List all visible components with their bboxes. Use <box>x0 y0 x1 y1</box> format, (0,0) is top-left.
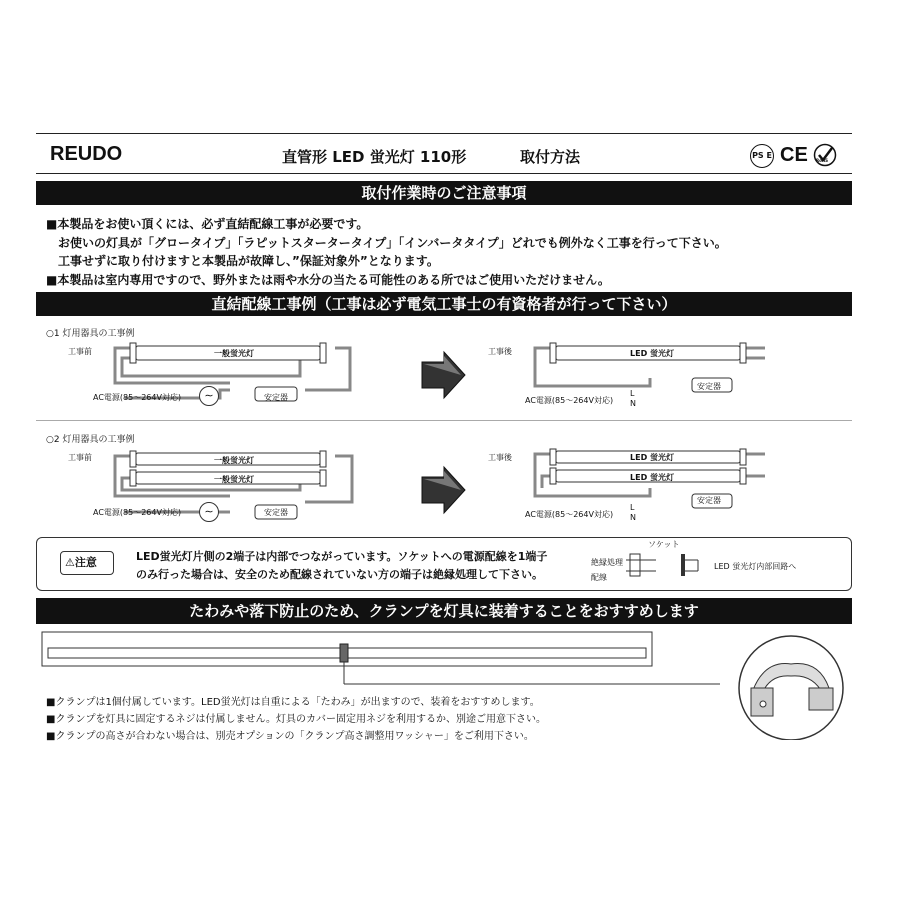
notice-line-1: ■本製品をお使い頂くには、必ず直結配線工事が必要です。 <box>46 217 369 231</box>
clamp-bullet-3: ■クランプの高さが合わない場合は、別売オプションの「クランプ高さ調整用ワッシャー」をご利用下さい。 <box>46 731 534 742</box>
example2-ballast-after: 安定器 <box>697 496 721 505</box>
header-bottom-rule <box>36 173 852 174</box>
clamp-detail-icon <box>735 630 847 740</box>
socket-label: ソケット <box>648 540 680 549</box>
arrow-right-icon <box>418 465 468 515</box>
example2-tube-before-2: 一般蛍光灯 <box>214 475 254 484</box>
example1-tube-after: LED 蛍光灯 <box>630 349 674 358</box>
clamp-bullet-2: ■クランプを灯具に固定するネジは付属しません。灯具のカバー固定用ネジを利用するか、別途ご用意下さい。 <box>46 714 547 725</box>
example2-before-label: 工事前 <box>68 453 92 462</box>
example2-tube-before-1: 一般蛍光灯 <box>214 456 254 465</box>
section3-title: たわみや落下防止のため、クランプを灯具に装着することをおすすめします <box>36 598 852 624</box>
example1-n-label: N <box>630 399 636 408</box>
clamp-bullet-1: ■クランプは1個付属しています。LED蛍光灯は自重による「たわみ」が出ますので、装着をおすすめします。 <box>46 697 540 708</box>
caution-badge-label: 注意 <box>74 556 97 569</box>
document-title: 取付方法 <box>520 148 581 166</box>
rohs-mark-icon <box>813 143 837 167</box>
notice-line-3: 工事せずに取り付けますと本製品が故障し、”保証対象外”となります。 <box>58 254 439 268</box>
internal-circuit-label: LED 蛍光灯内部回路へ <box>714 562 797 571</box>
example2-after-label: 工事後 <box>488 453 512 462</box>
example1-ballast-before: 安定器 <box>264 393 288 402</box>
example1-l-label: L <box>630 389 635 398</box>
arrow-right-icon <box>418 350 468 400</box>
example1-tube-before: 一般蛍光灯 <box>214 349 254 358</box>
warning-icon: ⚠ <box>65 556 75 569</box>
ce-mark-icon: CE <box>780 144 808 166</box>
wiring-label: 配線 <box>591 573 607 582</box>
example2-n-label: N <box>630 513 636 522</box>
caution-badge <box>60 551 114 575</box>
example1-ac-after: AC電源(85～264V対応) <box>525 396 614 405</box>
example1-label: ○1 灯用器具の工事例 <box>46 329 135 339</box>
example2-l-label: L <box>630 503 635 512</box>
notice-line-2: お使いの灯具が「グロータイプ」「ラピットスタータータイプ」「インバータタイプ」どれでも例外なく工事を行って下さい。 <box>58 236 727 250</box>
example2-ac-before: AC電源(85～264V対応) <box>93 508 182 517</box>
example1-before-label: 工事前 <box>68 347 92 356</box>
section1-title: 取付作業時のご注意事項 <box>36 181 852 205</box>
example1-ac-before: AC電源(85～264V対応) <box>93 393 182 402</box>
example1-ballast-after: 安定器 <box>697 382 721 391</box>
example2-label: ○2 灯用器具の工事例 <box>46 435 135 445</box>
example2-ac-after: AC電源(85～264V対応) <box>525 510 614 519</box>
example2-ballast-before: 安定器 <box>264 508 288 517</box>
fixture-diagram <box>40 630 720 690</box>
brand-logo: REUDO <box>50 143 123 165</box>
section2-title: 直結配線工事例（工事は必ず電気工事士の有資格者が行って下さい） <box>36 292 852 316</box>
ac-source-icon: ∼ <box>199 502 219 522</box>
example-divider <box>36 420 852 421</box>
insulation-label: 絶縁処理 <box>591 558 623 567</box>
notice-line-4: ■本製品は室内専用ですので、野外または雨や水分の当たる可能性のある所ではご使用いただけません。 <box>46 273 610 287</box>
socket-diagram <box>626 548 716 582</box>
ac-source-icon: ∼ <box>199 386 219 406</box>
caution-text-2: のみ行った場合は、安全のため配線されていない方の端子は絶縁処理して下さい。 <box>136 568 543 581</box>
pse-mark-icon: PS E <box>750 144 774 168</box>
product-name: 直管形 LED 蛍光灯 110形 <box>282 148 467 166</box>
example1-after-label: 工事後 <box>488 347 512 356</box>
rohs-label: RoHS <box>816 158 829 163</box>
example2-tube-after-2: LED 蛍光灯 <box>630 473 674 482</box>
example2-tube-after-1: LED 蛍光灯 <box>630 453 674 462</box>
header-top-rule <box>36 133 852 134</box>
caution-text-1: LED蛍光灯片側の2端子は内部でつながっています。ソケットへの電源配線を1端子 <box>136 550 548 563</box>
